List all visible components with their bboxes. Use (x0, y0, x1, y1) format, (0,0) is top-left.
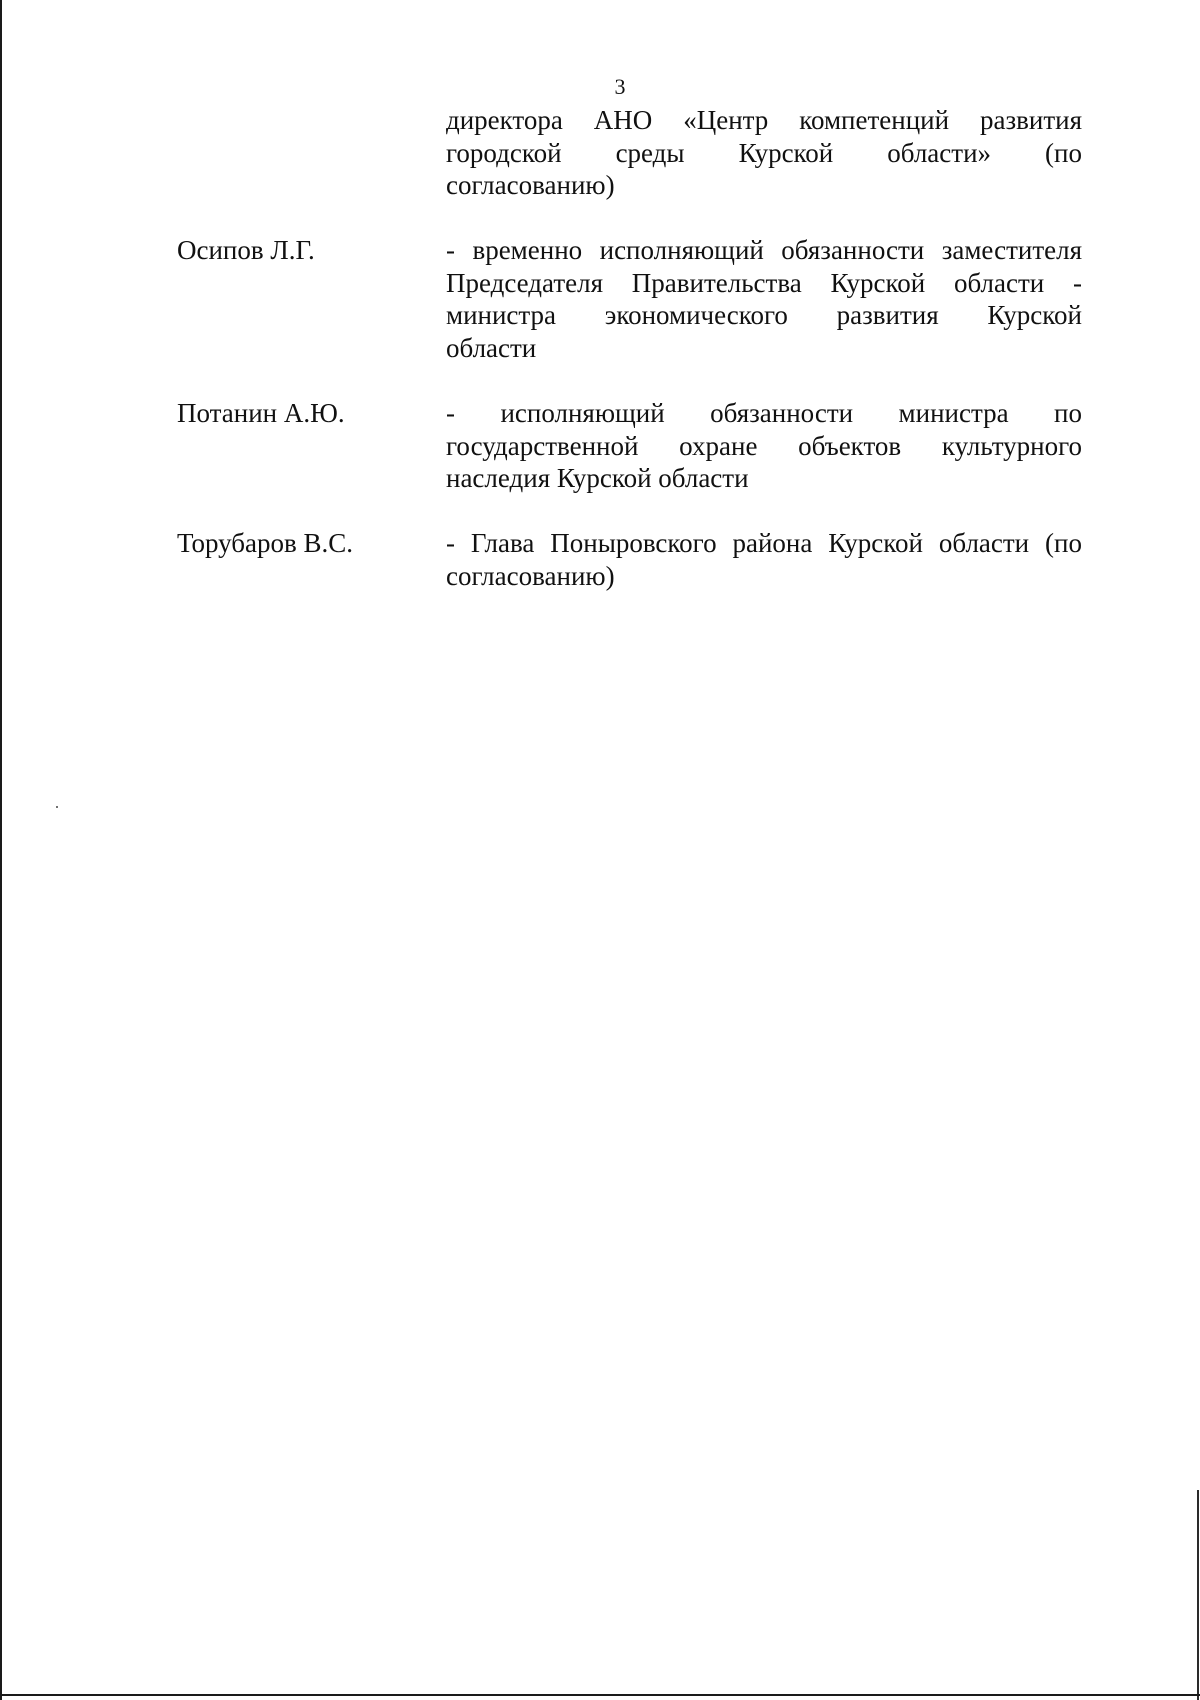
scan-speck (56, 806, 58, 808)
position-line: - временно исполняющий обязанности заместителя (446, 235, 1082, 265)
scan-edge-left (0, 0, 2, 1700)
scan-edge-right (1197, 1490, 1199, 1700)
member-position (446, 397, 1082, 495)
position-line: городской среды Курской области» (по (446, 137, 1082, 168)
member-position (446, 104, 1082, 202)
position-line: согласованию) (446, 170, 615, 200)
position-line: директора АНО «Центр компетенций развития (446, 105, 1082, 135)
position-line: министра экономического развития Курской (446, 300, 1082, 330)
position-line: области (446, 332, 537, 363)
position-line: согласованию) (446, 560, 615, 591)
member-name: Осипов Л.Г. (177, 235, 315, 265)
page-number: 3 (614, 74, 626, 99)
member-name: Потанин А.Ю. (177, 398, 345, 428)
position-line: государственной охране объектов культурного (446, 430, 1082, 461)
member-position (446, 527, 1082, 592)
member-name: Торубаров В.С. (177, 528, 353, 558)
scan-edge-bottom (0, 1694, 1200, 1696)
position-line: наследия Курской области (446, 463, 749, 493)
member-position (446, 234, 1082, 364)
position-line: - исполняющий обязанности министра по (446, 398, 1082, 428)
position-line: - Глава Поныровского района Курской области (по (446, 528, 1082, 558)
position-line: Председателя Правительства Курской области - (446, 267, 1082, 298)
